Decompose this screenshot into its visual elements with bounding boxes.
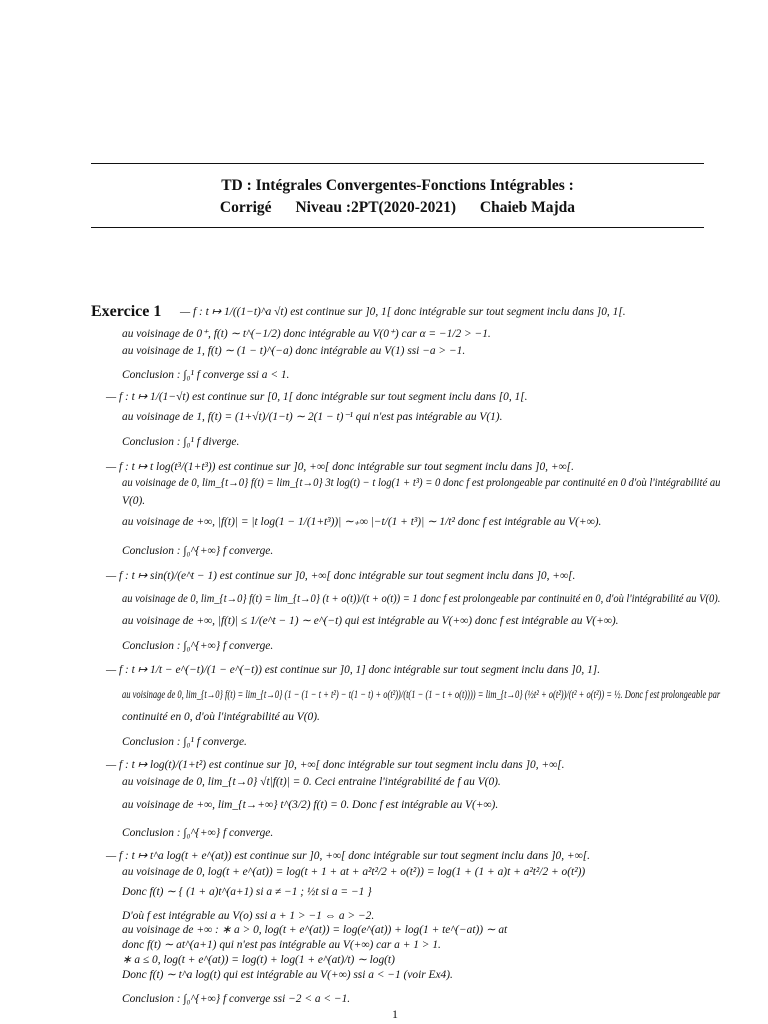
line: Conclusion : ∫₀^{+∞} f converge. <box>122 640 274 652</box>
title-author: Chaieb Majda <box>479 199 576 216</box>
top-rule <box>91 163 704 164</box>
line: Donc f(t) ∼ t^a log(t) qui est intégrable au V(+∞) ssi a < −1 (voir Ex4). <box>122 969 453 981</box>
line: — f : t ↦ 1/((1−t)^a √t) est continue sur ]0, 1[ donc intégrable sur tout segment inclu dans ]0, 1[. <box>180 306 626 318</box>
line: ∗ a ≤ 0, log(t + e^(at)) = log(t) + log(1 + e^(at)/t) ∼ log(t) <box>122 954 395 966</box>
line: Conclusion : ∫₀¹ f converge. <box>122 736 247 748</box>
line: au voisinage de 0, lim_{t→0} f(t) = lim_{t→0} 3t log(t) − t log(1 + t³) = 0 donc f est prolongeable par continuité en 0 d'où l'intégrabilité au <box>122 477 721 489</box>
line: Donc f(t) ∼ { (1 + a)t^(a+1) si a ≠ −1 ; ½t si a = −1 } <box>122 886 372 898</box>
line: au voisinage de 0, lim_{t→0} √t|f(t)| = 0. Ceci entraine l'intégrabilité de f au V(0). <box>122 776 501 788</box>
document-subtitle <box>91 197 704 219</box>
line: — f : t ↦ log(t)/(1+t²) est continue sur ]0, +∞[ donc intégrable sur tout segment inclu dans ]0, +∞[. <box>106 759 565 771</box>
line: — f : t ↦ t^a log(t + e^(at)) est continue sur ]0, +∞[ donc intégrable sur tout segment inclu dans ]0, +∞[. <box>106 850 590 862</box>
title-line-1: TD : Intégrales Convergentes-Fonctions Intégrables : <box>221 177 574 194</box>
line: au voisinage de +∞, |f(t)| ≤ 1/(e^t − 1) ∼ e^(−t) qui est intégrable au V(+∞) donc f est intégrable au V(+∞). <box>122 615 619 627</box>
bottom-rule <box>91 227 704 228</box>
line: Conclusion : ∫₀^{+∞} f converge. <box>122 545 274 557</box>
line: au voisinage de 0, log(t + e^(at)) = log(t + 1 + at + a²t²/2 + o(t²)) = log(1 + (1 + a)t + a²t²/2 + o(t²)) <box>122 866 586 878</box>
line: au voisinage de +∞, |f(t)| = |t log(1 − 1/(1+t³))| ∼₊∞ |−t/(1 + t³)| ∼ 1/t² donc f est intégrable au V(+∞). <box>122 516 602 528</box>
page-number: 1 <box>392 1007 398 1021</box>
line: — f : t ↦ sin(t)/(e^t − 1) est continue sur ]0, +∞[ donc intégrable sur tout segment inclu dans ]0, +∞[. <box>106 570 576 582</box>
exercise-label: Exercice 1 <box>91 303 162 320</box>
line: au voisinage de 1, f(t) = (1+√t)/(1−t) ∼ 2(1 − t)⁻¹ qui n'est pas intégrable au V(1). <box>122 411 503 423</box>
line: Conclusion : ∫₀¹ f diverge. <box>122 436 240 448</box>
line: Conclusion : ∫₀^{+∞} f converge. <box>122 827 274 839</box>
line: Conclusion : ∫₀¹ f converge ssi a < 1. <box>122 369 290 381</box>
line: — f : t ↦ 1/(1−√t) est continue sur [0, 1[ donc intégrable sur tout segment inclu dans [0, 1[. <box>106 391 528 403</box>
document-title <box>91 175 704 197</box>
title-corrige: Corrigé <box>219 199 272 216</box>
line: au voisinage de 0, lim_{t→0} f(t) = lim_{t→0} (1 − (1 − t + t²) − t(1 − t) + o(t²))/(t(1 − (1 − t + o(t)))) = lim_{t→0} (½t² + o(t²))/(t² + o(t²)) = ½. Donc f est prolongeable par <box>122 689 721 701</box>
title-niveau: Niveau :2PT(2020-2021) <box>295 199 457 216</box>
line: au voisinage de 0, lim_{t→0} f(t) = lim_{t→0} (t + o(t))/(t + o(t)) = 1 donc f est prolongeable par continuité en 0, d'où l'intégrabilité au V(0). <box>122 593 721 605</box>
line: continuité en 0, d'où l'intégrabilité au V(0). <box>122 711 320 723</box>
line: donc f(t) ∼ at^(a+1) qui n'est pas intégrable au V(+∞) car a + 1 > 1. <box>122 939 441 951</box>
line: au voisinage de +∞, lim_{t→+∞} t^(3/2) f(t) = 0. Donc f est intégrable au V(+∞). <box>122 799 499 811</box>
line: V(0). <box>122 495 146 507</box>
line: Conclusion : ∫₀^{+∞} f converge ssi −2 < a < −1. <box>122 993 351 1005</box>
line: — f : t ↦ 1/t − e^(−t)/(1 − e^(−t)) est continue sur ]0, 1] donc intégrable sur tout segment inclu dans ]0, 1]. <box>106 664 601 676</box>
line: au voisinage de 1, f(t) ∼ (1 − t)^(−a) donc intégrable au V(1) ssi −a > −1. <box>122 345 466 357</box>
line: au voisinage de +∞ : ∗ a > 0, log(t + e^(at)) = log(e^(at)) + log(1 + te^(−at)) ∼ at <box>122 924 508 936</box>
line: — f : t ↦ t log(t³/(1+t³)) est continue sur ]0, +∞[ donc intégrable sur tout segment inclu dans ]0, +∞[. <box>106 461 574 473</box>
line: au voisinage de 0⁺, f(t) ∼ t^(−1/2) donc intégrable au V(0⁺) car α = −1/2 > −1. <box>122 328 491 340</box>
line: D'où f est intégrable au V(o) ssi a + 1 > −1 ⇔ a > −2. <box>122 910 375 922</box>
